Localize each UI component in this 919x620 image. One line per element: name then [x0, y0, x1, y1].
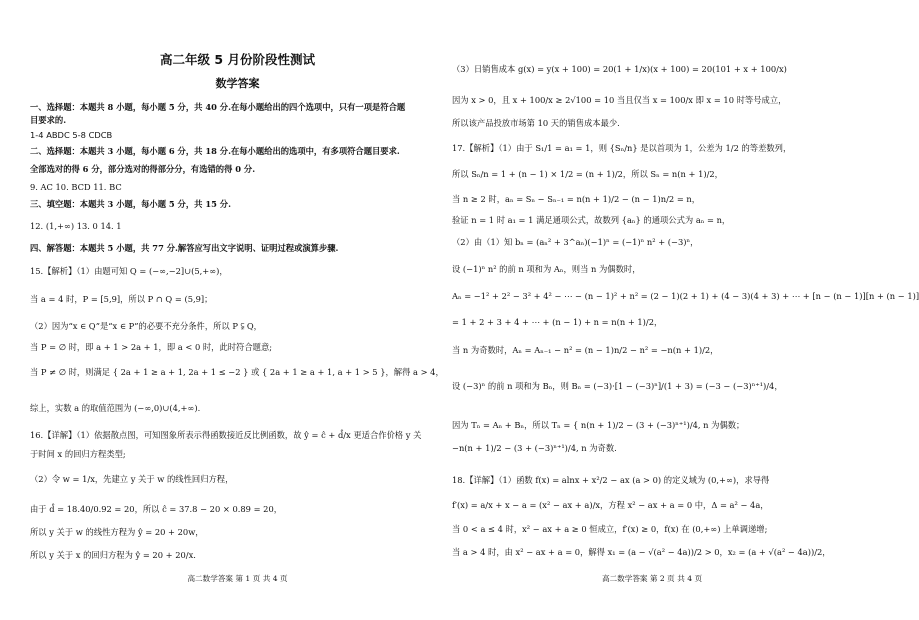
q17-line-7: Aₙ = −1² + 2² − 3² + 4² − ⋯ − (n − 1)² + n² = (2 − 1)(2 + 1) + (4 − 3)(4 + 3) + ⋯ + [n − (n − 1)][n + (n − 1)] — [452, 291, 919, 301]
q16-line-5: 所以 y 关于 w 的线性方程为 ŷ = 20 + 20w， — [30, 527, 204, 537]
q16-line-2: 于时间 x 的回归方程类型; — [30, 449, 126, 459]
q15-line-2: 当 a = 4 时，P = [5,9]，所以 P ∩ Q = (5,9]； — [30, 294, 213, 304]
q16-part3-line-3: 所以该产品投放市场第 10 天的销售成本最少. — [452, 118, 620, 128]
q18-line-4: 当 a > 4 时，由 x² − ax + a = 0，解得 x₁ = (a − √(a² − 4a))/2 > 0，x₂ = (a + √(a² − 4a))/2， — [452, 547, 831, 557]
q17-line-9: 当 n 为奇数时，Aₙ = Aₙ₋₁ − n² = (n − 1)n/2 − n² = −n(n + 1)/2， — [452, 345, 719, 355]
q18-line-1: 18.【详解】（1）函数 f(x) = alnx + x²/2 − ax (a > 0) 的定义域为 (0,+∞)，求导得 — [452, 475, 770, 485]
page-footer: 高二数学答案 第 1 页 共 4 页 — [187, 574, 288, 583]
section-3-heading: 三、填空题：本题共 3 小题，每小题 5 分，共 15 分. — [30, 199, 231, 209]
answers-9-11: 9. AC 10. BCD 11. BC — [30, 182, 122, 192]
q15-line-1: 15.【解析】（1）由题可知 Q = (−∞,−2]∪(5,+∞)， — [30, 266, 228, 276]
q18-line-3: 当 0 < a ≤ 4 时，x² − ax + a ≥ 0 恒成立，f′(x) ≥ 0，f(x) 在 (0,+∞) 上单调递增; — [452, 524, 768, 534]
q15-line-3: （2）因为“x ∈ Q”是“x ∈ P”的必要不充分条件，所以 P ⫋ Q， — [30, 321, 262, 331]
q17-line-6: 设 (−1)ⁿ n² 的前 n 项和为 Aₙ，则当 n 为偶数时， — [452, 264, 641, 274]
answer-page-right — [452, 0, 919, 620]
q16-line-1: 16.【详解】（1）依据散点图，可知图象所表示得函数接近反比例函数，故 ŷ = ĉ + d̂/x 更适合作价格 y 关 — [30, 430, 422, 440]
q15-line-6: 综上，实数 a 的取值范围为 (−∞,0)∪(4,+∞). — [30, 403, 201, 413]
q15-line-4: 当 P = ∅ 时，即 a + 1 > 2a + 1，即 a < 0 时，此时符合题意; — [30, 342, 273, 352]
answers-12-14: 12. (1,+∞) 13. 0 14. 1 — [30, 221, 122, 231]
q17-line-10: 设 (−3)ⁿ 的前 n 项和为 Bₙ，则 Bₙ = (−3)·[1 − (−3)ⁿ]/(1 + 3) = (−3 − (−3)ⁿ⁺¹)/4， — [452, 381, 783, 391]
q16-line-6: 所以 y 关于 x 的回归方程为 ŷ = 20 + 20/x. — [30, 550, 196, 560]
q16-part3-line-2: 因为 x > 0，且 x + 100/x ≥ 2√100 = 10 当且仅当 x = 100/x 即 x = 10 时等号成立， — [452, 95, 787, 105]
q17-line-3: 当 n ≥ 2 时，aₙ = Sₙ − Sₙ₋₁ = n(n + 1)/2 − (n − 1)n/2 = n， — [452, 194, 701, 204]
q17-line-5: （2）由（1）知 bₙ = (aₙ² + 3^aₙ)(−1)ⁿ = (−1)ⁿ n² + (−3)ⁿ， — [452, 237, 699, 247]
section-1-heading-cont: 目要求的. — [30, 115, 67, 125]
answers-1-8: 1-4 ABDC 5-8 CDCB — [30, 130, 113, 140]
q18-line-2: f′(x) = a/x + x − a = (x² − ax + a)/x，方程 x² − ax + a = 0 中，Δ = a² − 4a， — [452, 500, 769, 510]
answer-page-left — [30, 0, 445, 620]
q17-line-11: 因为 Tₙ = Aₙ + Bₙ，所以 Tₙ = { n(n + 1)/2 − (3 + (−3)ⁿ⁺¹)/4, n 为偶数； — [452, 420, 745, 430]
page-title: 高二年级 5 月份阶段性测试 — [160, 52, 315, 67]
section-2-heading: 二、选择题：本题共 3 小题，每小题 6 分，共 18 分.在每小题给出的选项中，有多项符合题目要求. — [30, 146, 400, 156]
q16-part3-line-1: （3）日销售成本 g(x) = y(x + 100) = 20(1 + 1/x)(x + 100) = 20(101 + x + 100/x) — [452, 64, 787, 74]
section-1-heading: 一、选择题：本题共 8 小题，每小题 5 分，共 40 分.在每小题给出的四个选项中，只有一项是符合题 — [30, 102, 406, 112]
q17-line-2: 所以 Sₙ/n = 1 + (n − 1) × 1/2 = (n + 1)/2，所以 Sₙ = n(n + 1)/2， — [452, 169, 723, 179]
q15-line-5: 当 P ≠ ∅ 时，则满足 { 2a + 1 ≥ a + 1, 2a + 1 ≤ −2 } 或 { 2a + 1 ≥ a + 1, a + 1 > 5 }，解得 a > 4， — [30, 367, 444, 377]
q17-line-1: 17.【解析】（1）由于 S₁/1 = a₁ = 1，则 {Sₙ/n} 是以首项为 1，公差为 1/2 的等差数列， — [452, 143, 792, 153]
page-subtitle: 数学答案 — [215, 77, 260, 90]
q16-line-4: 由于 d̂ = 18.40/0.92 = 20，所以 ĉ = 37.8 − 20 × 0.89 = 20， — [30, 504, 283, 514]
section-4-heading: 四、解答题：本题共 5 小题，共 77 分.解答应写出文字说明、证明过程或演算步骤. — [30, 243, 339, 253]
q17-line-8: = 1 + 2 + 3 + 4 + ⋯ + (n − 1) + n = n(n + 1)/2， — [452, 317, 663, 327]
q16-line-3: （2）令 w = 1/x，先建立 y 关于 w 的线性回归方程， — [30, 474, 234, 484]
q17-line-4: 验证 n = 1 时 a₁ = 1 满足通项公式，故数列 {aₙ} 的通项公式为 aₙ = n， — [452, 215, 731, 225]
section-2-heading-cont: 全部选对的得 6 分，部分选对的得部分分，有选错的得 0 分. — [30, 164, 256, 174]
q17-line-12: −n(n + 1)/2 − (3 + (−3)ⁿ⁺¹)/4, n 为奇数. — [452, 443, 617, 453]
page-footer: 高二数学答案 第 2 页 共 4 页 — [601, 574, 703, 583]
